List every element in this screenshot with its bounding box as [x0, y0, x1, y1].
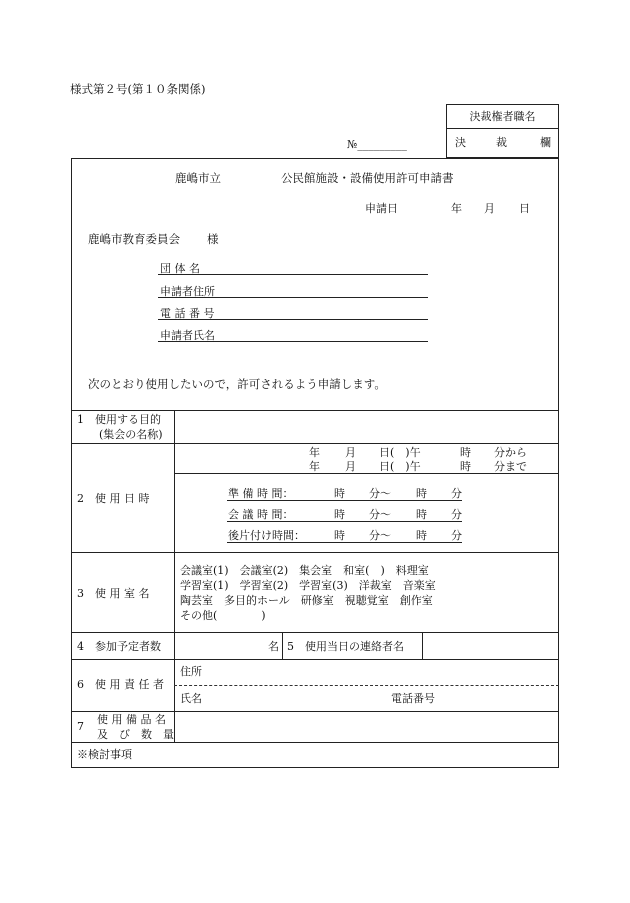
rooms-line-2[interactable]: 学習室(1) 学習室(2) 学習室(3) 洋裁室 音楽室 [180, 579, 436, 592]
rooms-line-4[interactable]: その他( ) [180, 609, 266, 622]
prep-time-h2[interactable]: 時 [416, 487, 427, 500]
responsible-divider [174, 685, 559, 686]
cleanup-time-h2[interactable]: 時 [416, 529, 427, 542]
meeting-time-m2[interactable]: 分 [451, 508, 462, 521]
cleanup-time-m2[interactable]: 分 [451, 529, 462, 542]
approval-divider [446, 128, 559, 129]
cleanup-time-h1[interactable]: 時 [334, 529, 345, 542]
request-text: 次のとおり使用したいので，許可されるよう申請します。 [88, 377, 386, 391]
to-month[interactable]: 月 [345, 460, 356, 473]
equipment-input[interactable] [176, 713, 556, 740]
participants-unit: 名 [268, 640, 279, 653]
approval-header: 決裁権者職名 [469, 110, 536, 123]
meeting-time-h1[interactable]: 時 [334, 508, 345, 521]
phone-label: 電 話 番 号 [160, 307, 215, 320]
participants-label: 4 参加予定者数 [77, 640, 161, 653]
prep-time-m1[interactable]: 分～ [369, 487, 391, 500]
responsible-name-label: 氏名 [180, 692, 202, 705]
applicant-name-label: 申請者氏名 [160, 329, 215, 342]
responsible-name-input[interactable] [200, 689, 380, 709]
prep-time-h1[interactable]: 時 [334, 487, 345, 500]
participants-input[interactable] [176, 634, 266, 657]
from-day[interactable]: 日( )午 [379, 446, 421, 459]
contact-input[interactable] [424, 634, 557, 657]
applicant-address-label: 申請者住所 [160, 285, 215, 298]
rooms-line-3[interactable]: 陶芸室 多目的ホール 研修室 視聴覚室 創作室 [180, 594, 433, 607]
application-date-year[interactable]: 年 [451, 202, 462, 215]
addressee-name: 鹿嶋市教育委員会 [88, 232, 180, 246]
from-minute[interactable]: 分から [494, 446, 527, 459]
meeting-time-underline [227, 521, 462, 522]
application-date-day[interactable]: 日 [519, 202, 530, 215]
prep-time-underline [227, 500, 462, 501]
to-minute[interactable]: 分まで [494, 460, 527, 473]
responsible-label: 6 使 用 責 任 者 [77, 678, 164, 691]
cleanup-time-underline [227, 542, 462, 543]
applicant-name-input[interactable] [158, 341, 428, 342]
to-hour[interactable]: 時 [460, 460, 471, 473]
contact-divider [422, 632, 423, 659]
contact-label: 5 使用当日の連絡者名 [287, 640, 404, 653]
group-name-label: 団 体 名 [160, 262, 200, 275]
meeting-time-h2[interactable]: 時 [416, 508, 427, 521]
date-row-label: 2 使 用 日 時 [77, 492, 150, 505]
application-date-month[interactable]: 月 [484, 202, 495, 215]
label-column-divider [174, 410, 175, 742]
table-line-7 [71, 742, 559, 743]
review-notes: ※検討事項 [77, 748, 132, 761]
number-field[interactable] [347, 139, 407, 150]
applicant-address-input[interactable] [158, 297, 428, 298]
number-blank: _________ [357, 138, 407, 151]
from-year[interactable]: 年 [309, 446, 320, 459]
approval-char-1: 決 [455, 136, 466, 149]
table-line-2b [174, 473, 559, 474]
table-line-6 [71, 711, 559, 712]
application-date-label: 申請日 [365, 202, 398, 215]
approval-char-2: 裁 [496, 136, 507, 149]
form-title: 公民館施設・設備使用許可申請書 [281, 171, 454, 185]
table-line-5 [71, 659, 559, 660]
prep-time-m2[interactable]: 分 [451, 487, 462, 500]
equipment-number: 7 [77, 720, 84, 733]
responsible-address-label: 住所 [180, 665, 202, 678]
group-name-input[interactable] [158, 274, 428, 275]
equipment-label-1: 使 用 備 品 名 [97, 713, 166, 726]
number-label: № [347, 138, 358, 151]
form-number: 様式第２号(第１０条関係) [70, 82, 206, 96]
from-month[interactable]: 月 [345, 446, 356, 459]
equipment-label-2: 及 び 数 量 [97, 728, 174, 741]
purpose-input[interactable] [176, 412, 556, 440]
participants-divider [282, 632, 283, 659]
table-line-2 [71, 443, 559, 444]
approval-char-3: 欄 [540, 136, 551, 149]
table-line-4 [71, 632, 559, 633]
responsible-phone-label: 電話番号 [391, 692, 435, 705]
addressee-honorific: 様 [207, 232, 219, 246]
purpose-label-2: (集会の名称) [99, 428, 163, 441]
prep-time-label: 準 備 時 間： [228, 487, 294, 500]
rooms-row-label: 3 使 用 室 名 [77, 587, 150, 600]
to-year[interactable]: 年 [309, 460, 320, 473]
table-line-1 [71, 410, 559, 411]
rooms-line-1[interactable]: 会議室(1) 会議室(2) 集会室 和室( ) 料理室 [180, 564, 429, 577]
cleanup-time-label: 後片付け時間： [228, 529, 305, 542]
title-city: 鹿嶋市立 [175, 171, 221, 185]
cleanup-time-m1[interactable]: 分～ [369, 529, 391, 542]
responsible-address-input[interactable] [200, 662, 556, 682]
to-day[interactable]: 日( )午 [379, 460, 421, 473]
from-hour[interactable]: 時 [460, 446, 471, 459]
responsible-phone-input[interactable] [440, 689, 556, 709]
phone-input[interactable] [158, 319, 428, 320]
table-line-3 [71, 552, 559, 553]
meeting-time-label: 会 議 時 間： [228, 508, 294, 521]
meeting-time-m1[interactable]: 分～ [369, 508, 391, 521]
purpose-label-1: 1 使用する目的 [77, 413, 161, 426]
